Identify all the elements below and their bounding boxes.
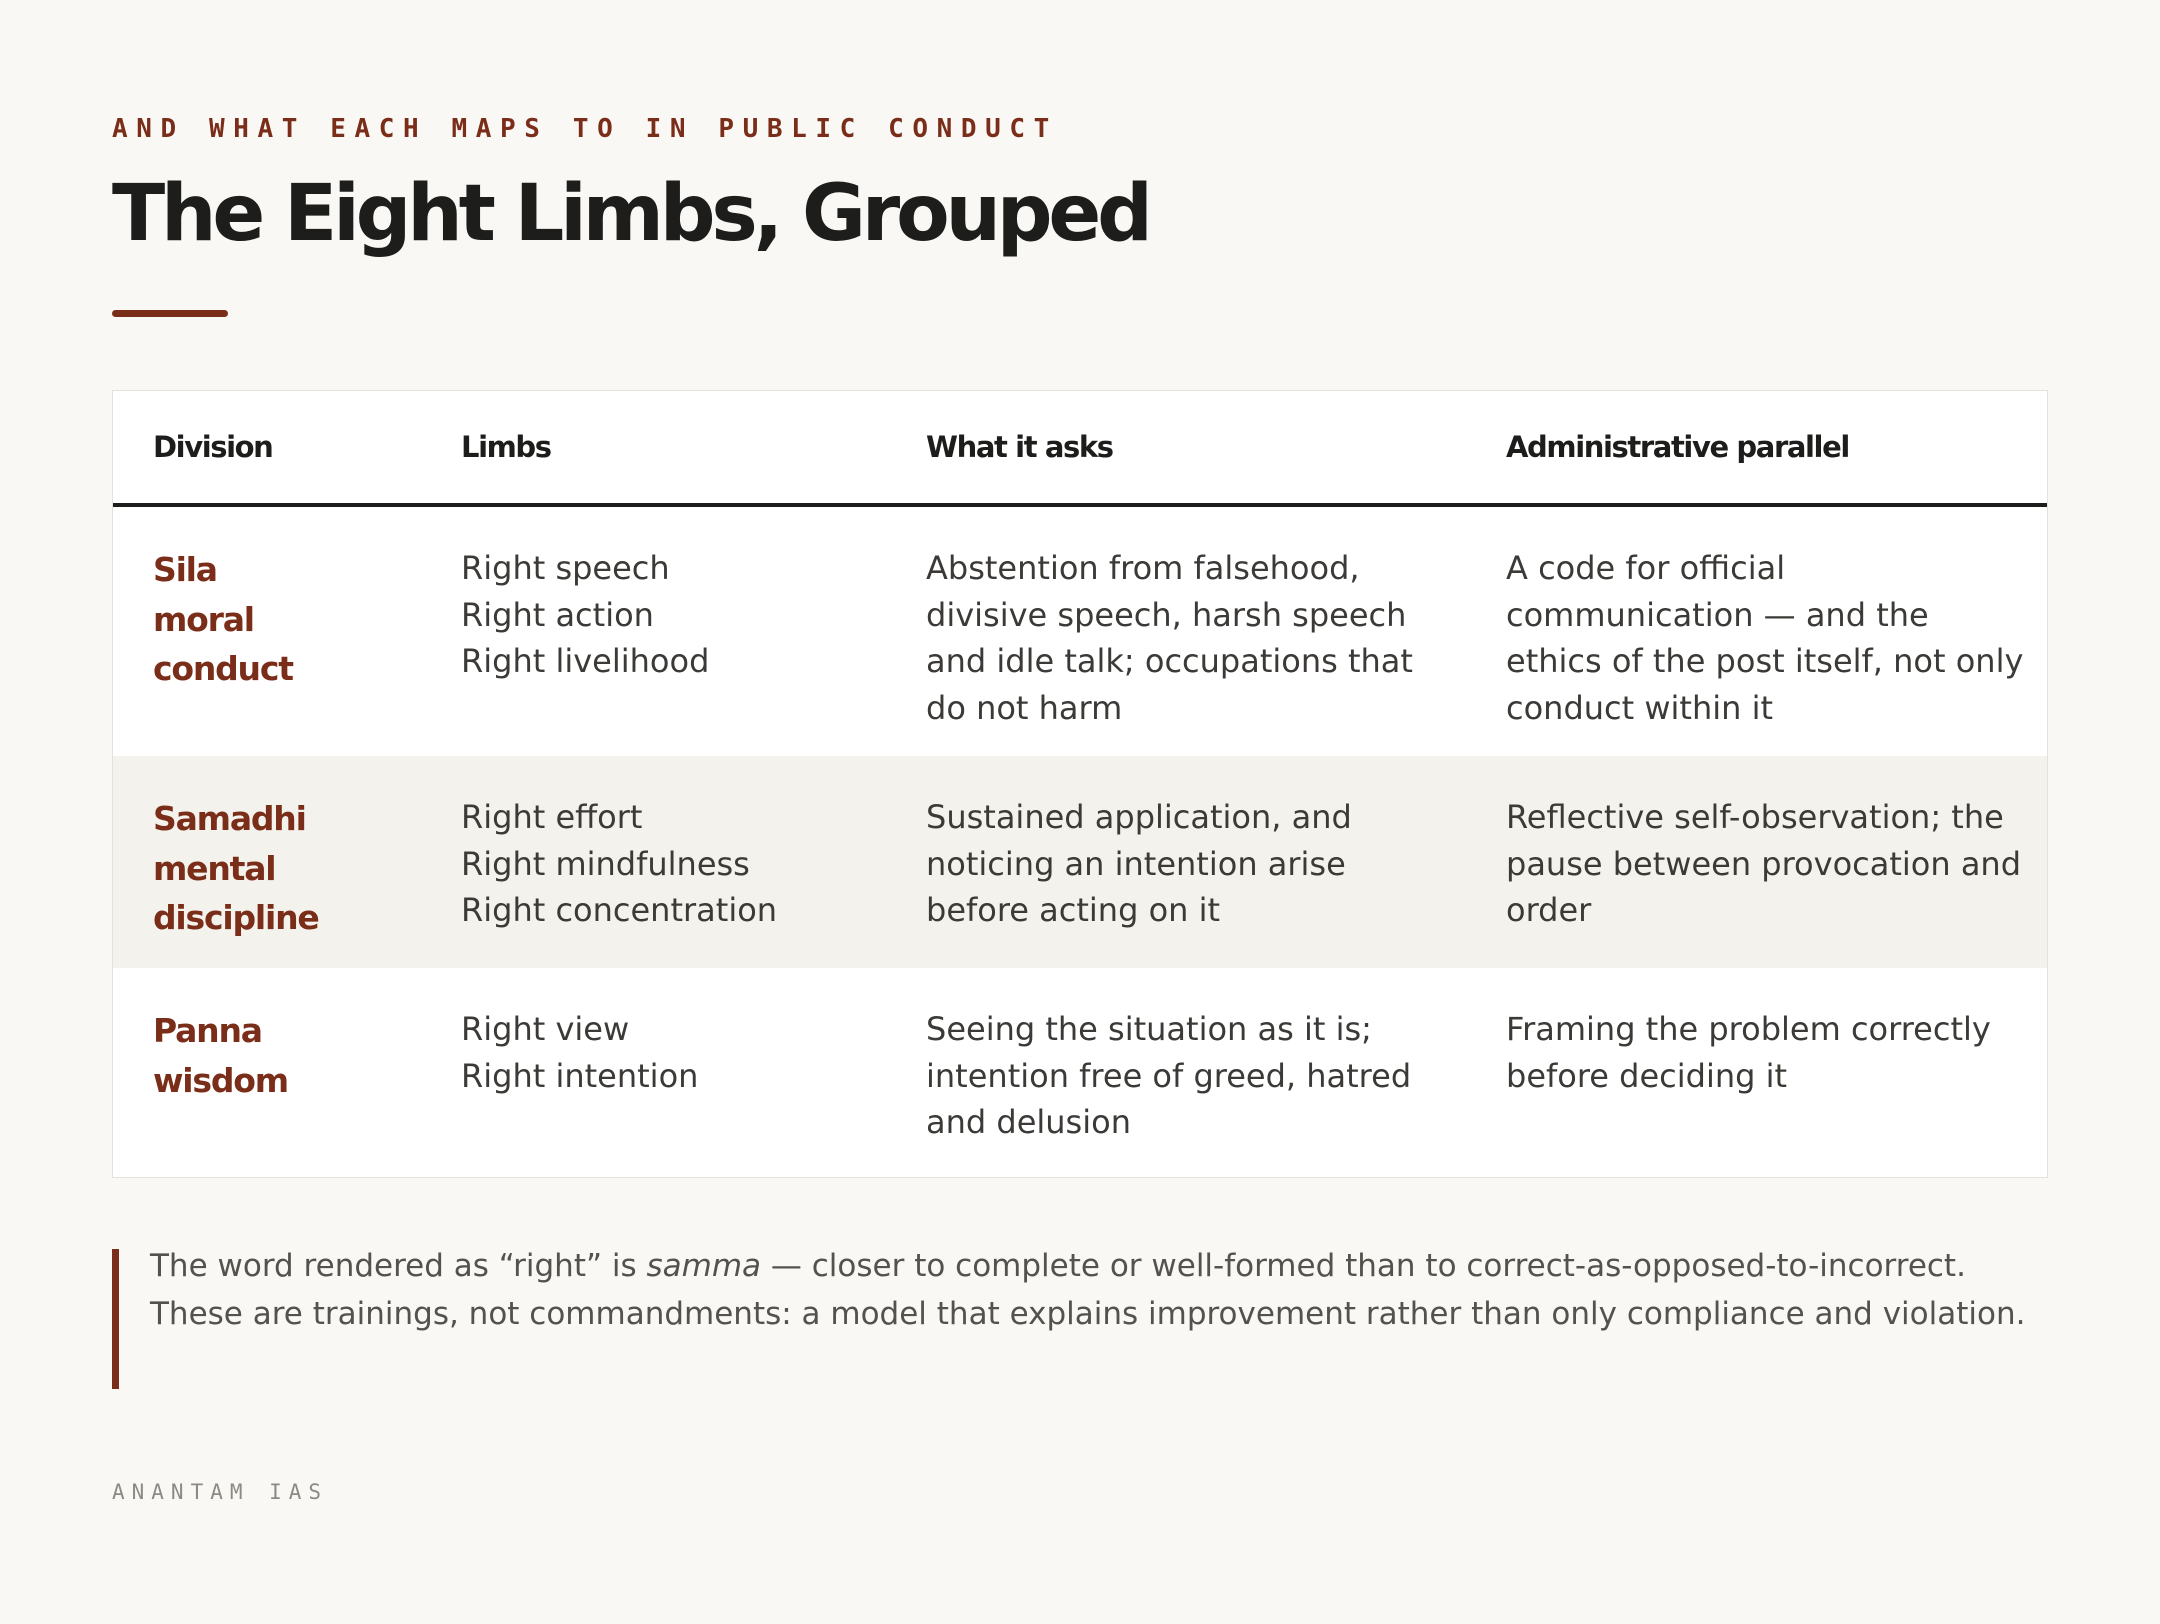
division-name: Sila xyxy=(153,550,217,589)
division-sila xyxy=(153,545,399,694)
administrative-parallel-cell: Framing the problem correctly before deciding it xyxy=(1506,1010,1991,1095)
division-name: Samadhi xyxy=(153,799,306,838)
limbs-cell xyxy=(421,505,886,756)
division-gloss: moral xyxy=(153,599,254,639)
table-row xyxy=(113,968,2047,1172)
limb-item: Right intention xyxy=(461,1056,699,1095)
division-panna xyxy=(153,1006,399,1105)
division-name: Panna xyxy=(153,1011,262,1050)
page-title: The Eight Limbs, Grouped xyxy=(112,169,1149,259)
limb-item: Right effort xyxy=(461,798,643,836)
column-header-limbs: Limbs xyxy=(421,391,886,505)
footnote-text xyxy=(150,1243,2048,1338)
division-gloss: discipline xyxy=(153,898,319,937)
limbs-table xyxy=(113,391,2047,1172)
footnote-term: samma xyxy=(646,1248,762,1284)
limb-item: Right view xyxy=(461,1010,630,1048)
division-cell xyxy=(113,756,421,968)
limb-item: Right livelihood xyxy=(461,642,710,680)
limb-item: Right mindfulness xyxy=(461,844,750,883)
table-row xyxy=(113,756,2047,968)
title-underline xyxy=(112,310,228,317)
division-gloss: wisdom xyxy=(153,1060,288,1100)
limbs-cell xyxy=(421,968,886,1172)
footnote-callout xyxy=(112,1249,2048,1389)
table-header-row xyxy=(113,391,2047,505)
limb-item: Right speech xyxy=(461,549,670,587)
eyebrow: AND WHAT EACH MAPS TO IN PUBLIC CONDUCT xyxy=(112,114,1058,144)
column-header-administrative-parallel: Administrative parallel xyxy=(1466,391,2047,505)
division-cell xyxy=(113,505,421,756)
division-cell xyxy=(113,968,421,1172)
table-row xyxy=(113,505,2047,756)
limbs-cell xyxy=(421,756,886,968)
limb-item: Right concentration xyxy=(461,891,778,929)
column-header-what-it-asks: What it asks xyxy=(886,391,1466,505)
division-samadhi xyxy=(153,794,399,943)
administrative-parallel-cell: A code for official communication — and the ethics of the post itself, not only conduct within it xyxy=(1506,549,2024,727)
limb-item: Right action xyxy=(461,595,654,634)
division-gloss: conduct xyxy=(153,649,293,688)
what-it-asks-cell: Abstention from falsehood, divisive speech, harsh speech and idle talk; occupations that do not harm xyxy=(926,549,1413,727)
column-header-division: Division xyxy=(113,391,421,505)
what-it-asks-cell: Seeing the situation as it is; intention free of greed, hatred and delusion xyxy=(926,1010,1412,1141)
footnote-text-start: The word rendered as “right” is xyxy=(150,1248,647,1284)
what-it-asks-cell: Sustained application, and noticing an intention arise before acting on it xyxy=(886,756,1466,968)
footnote-text-end: — closer to complete or well-formed than to correct-as-opposed-to-incorrect. These are trainings, not commandments: a model that explains improvement rather than only compliance and violation. xyxy=(150,1248,2026,1332)
administrative-parallel-cell: Reflective self-observation; the pause between provocation and order xyxy=(1466,756,2047,968)
footer-brand: ANANTAM IAS xyxy=(112,1480,329,1504)
limbs-table-card xyxy=(112,390,2048,1178)
division-gloss: mental xyxy=(153,848,276,888)
